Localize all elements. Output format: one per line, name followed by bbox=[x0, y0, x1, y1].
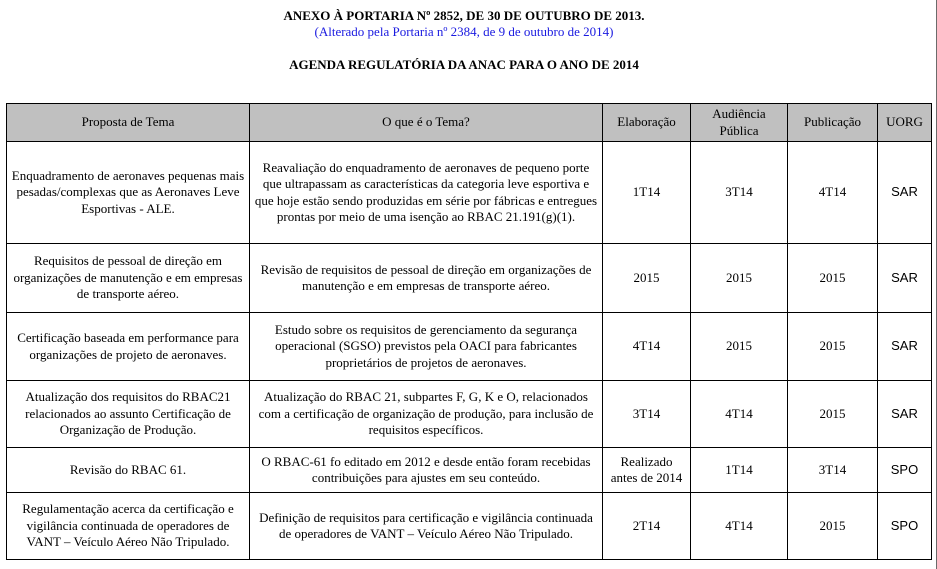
col-header-publicacao: Publicação bbox=[788, 104, 878, 142]
cell-tema: Reavaliação do enquadramento de aeronaves de pequeno porte que ultrapassam as características da categoria leve esportiva e que hoje estão sendo produzidas em série por fábricas e entregues prontas por meio de uma isenção ao RBAC 21.191(g)(1). bbox=[250, 142, 603, 244]
cell-publicacao: 2015 bbox=[788, 493, 878, 560]
table-row bbox=[7, 244, 932, 313]
cell-proposta: Atualização dos requisitos do RBAC21 relacionados ao assunto Certificação de Organização de Produção. bbox=[7, 381, 250, 448]
cell-proposta: Certificação baseada em performance para organizações de projeto de aeronaves. bbox=[7, 313, 250, 381]
cell-tema: Estudo sobre os requisitos de gerenciamento da segurança operacional (SGSO) previstos pela OACI para fabricantes proprietários de projetos de aeronaves. bbox=[250, 313, 603, 381]
cell-tema: Revisão de requisitos de pessoal de direção em organizações de manutenção e em empresas de transporte aéreo. bbox=[250, 244, 603, 313]
cell-uorg: SPO bbox=[878, 448, 932, 493]
cell-elaboracao: 3T14 bbox=[603, 381, 691, 448]
cell-elaboracao: Realizado antes de 2014 bbox=[603, 448, 691, 493]
cell-tema: Definição de requisitos para certificação e vigilância continuada de operadores de VANT – Veículo Aéreo Não Tripulado. bbox=[250, 493, 603, 560]
regulatory-agenda-table bbox=[6, 103, 932, 560]
cell-proposta: Regulamentação acerca da certificação e vigilância continuada de operadores de VANT – Veículo Aéreo Não Tripulado. bbox=[7, 493, 250, 560]
cell-publicacao: 2015 bbox=[788, 313, 878, 381]
agenda-title: AGENDA REGULATÓRIA DA ANAC PARA O ANO DE 2014 bbox=[289, 57, 639, 72]
cell-audiencia: 4T14 bbox=[691, 493, 788, 560]
cell-elaboracao: 1T14 bbox=[603, 142, 691, 244]
cell-audiencia: 1T14 bbox=[691, 448, 788, 493]
cell-audiencia: 2015 bbox=[691, 244, 788, 313]
cell-proposta: Requisitos de pessoal de direção em organizações de manutenção e em empresas de transporte aéreo. bbox=[7, 244, 250, 313]
cell-audiencia: 4T14 bbox=[691, 381, 788, 448]
cell-publicacao: 2015 bbox=[788, 244, 878, 313]
cell-publicacao: 3T14 bbox=[788, 448, 878, 493]
cell-proposta: Enquadramento de aeronaves pequenas mais pesadas/complexas que as Aeronaves Leve Esportivas - ALE. bbox=[7, 142, 250, 244]
table-row bbox=[7, 313, 932, 381]
cell-elaboracao: 2T14 bbox=[603, 493, 691, 560]
table-row bbox=[7, 493, 932, 560]
cell-proposta: Revisão do RBAC 61. bbox=[7, 448, 250, 493]
table-row bbox=[7, 142, 932, 244]
cell-tema: Atualização do RBAC 21, subpartes F, G, K e O, relacionados com a certificação de organização de produção, para inclusão de requisitos específicos. bbox=[250, 381, 603, 448]
cell-uorg: SAR bbox=[878, 381, 932, 448]
col-header-audiencia: Audiência Pública bbox=[691, 104, 788, 142]
cell-uorg: SAR bbox=[878, 142, 932, 244]
table-row bbox=[7, 381, 932, 448]
cell-audiencia: 3T14 bbox=[691, 142, 788, 244]
cell-tema: O RBAC-61 fo editado em 2012 e desde então foram recebidas contribuições para ajustes em seu conteúdo. bbox=[250, 448, 603, 493]
cell-publicacao: 4T14 bbox=[788, 142, 878, 244]
cell-uorg: SAR bbox=[878, 313, 932, 381]
col-header-uorg: UORG bbox=[878, 104, 932, 142]
cell-publicacao: 2015 bbox=[788, 381, 878, 448]
cell-elaboracao: 2015 bbox=[603, 244, 691, 313]
amendment-note: (Alterado pela Portaria nº 2384, de 9 de outubro de 2014) bbox=[314, 24, 614, 39]
col-header-elaboracao: Elaboração bbox=[603, 104, 691, 142]
table-row bbox=[7, 448, 932, 493]
cell-elaboracao: 4T14 bbox=[603, 313, 691, 381]
annex-title: ANEXO À PORTARIA Nº 2852, DE 30 DE OUTUBRO DE 2013. bbox=[283, 8, 645, 23]
cell-uorg: SAR bbox=[878, 244, 932, 313]
col-header-tema: O que é o Tema? bbox=[250, 104, 603, 142]
col-header-proposta: Proposta de Tema bbox=[7, 104, 250, 142]
cell-audiencia: 2015 bbox=[691, 313, 788, 381]
cell-uorg: SPO bbox=[878, 493, 932, 560]
table-header-row bbox=[7, 104, 932, 142]
